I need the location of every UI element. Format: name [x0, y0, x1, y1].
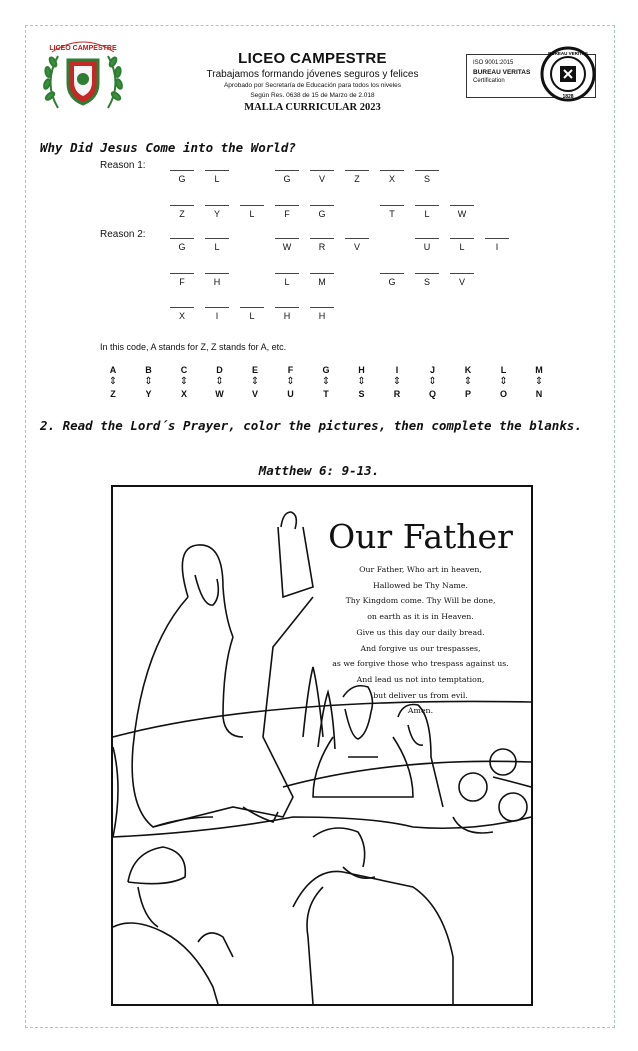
cipher-blank[interactable]	[450, 238, 474, 252]
code-key-letter: J	[429, 365, 435, 375]
cipher-blank[interactable]	[485, 238, 509, 252]
double-arrow-icon: ⇕	[108, 376, 118, 387]
code-key-letter: P	[464, 389, 471, 399]
prayer-line: Our Father, Who art in heaven,	[359, 565, 482, 574]
blank-line	[450, 273, 474, 274]
school-logo	[38, 38, 128, 114]
cipher-blank[interactable]	[240, 307, 264, 321]
blank-line	[450, 238, 474, 239]
code-key-letter: W	[215, 389, 224, 399]
iso-label: ISO 9001:2015	[473, 60, 514, 66]
cipher-letter: H	[213, 277, 221, 287]
agency-label: BUREAU VERITAS	[473, 69, 531, 76]
cipher-letter: S	[423, 174, 430, 184]
blank-line	[415, 273, 439, 274]
blank-line	[380, 273, 404, 274]
blank-line	[345, 238, 369, 239]
blank-line	[450, 205, 474, 206]
cipher-letter: G	[318, 209, 326, 219]
cipher-letter: X	[388, 174, 395, 184]
code-key-letter: U	[287, 389, 294, 399]
cipher-letter: G	[178, 242, 186, 252]
scripture-reference: Matthew 6: 9-13.	[258, 463, 380, 478]
double-arrow-icon: ⇕	[534, 376, 544, 387]
cipher-letter: G	[283, 174, 291, 184]
blank-line	[415, 205, 439, 206]
blank-line	[240, 307, 264, 308]
cipher-blank[interactable]	[205, 307, 229, 321]
code-key-letter: V	[251, 389, 258, 399]
cipher-letter: G	[388, 277, 396, 287]
cipher-blank[interactable]	[170, 238, 194, 252]
reason-1-label: Reason 1:	[100, 160, 146, 171]
cipher-letter: Z	[179, 209, 185, 219]
cipher-letter: L	[214, 242, 220, 252]
cipher-letter: L	[284, 277, 290, 287]
cipher-blank[interactable]	[240, 205, 264, 219]
prayer-line: on earth as it is in Heaven.	[367, 612, 474, 622]
double-arrow-icon: ⇕	[250, 376, 260, 387]
code-key-pair	[529, 364, 549, 400]
blank-line	[310, 307, 334, 308]
double-arrow-icon: ⇕	[392, 376, 402, 387]
blank-line	[345, 170, 369, 171]
question-1-title: Why Did Jesus Come into the World?	[40, 140, 296, 155]
code-key-letter: L	[500, 365, 507, 375]
cipher-letter: I	[495, 242, 499, 252]
blank-line	[205, 170, 229, 171]
blank-line	[170, 273, 194, 274]
blank-line	[240, 205, 264, 206]
cipher-letter: F	[179, 277, 185, 287]
cipher-blank[interactable]	[275, 170, 299, 184]
cipher-letter: L	[459, 242, 465, 252]
code-key-letter: F	[287, 365, 294, 375]
blank-line	[170, 170, 194, 171]
code-key-letter: Y	[145, 389, 152, 399]
cipher-blank[interactable]	[380, 205, 404, 219]
cipher-blank[interactable]	[310, 273, 334, 287]
blank-line	[380, 205, 404, 206]
cipher-blank[interactable]	[380, 273, 404, 287]
cipher-blank[interactable]	[415, 273, 439, 287]
cipher-blank[interactable]	[275, 205, 299, 219]
cipher-letter: M	[318, 277, 326, 287]
blank-line	[310, 170, 334, 171]
prayer-line: Thy Kingdom come. Thy Will be done,	[345, 596, 496, 606]
code-key-pair	[352, 364, 372, 400]
code-key-letter: Q	[428, 389, 436, 399]
code-key-pair	[281, 364, 301, 400]
cipher-letter: Y	[213, 209, 220, 219]
double-arrow-icon: ⇕	[179, 376, 189, 387]
seal-text: BUREAU VERITAS	[548, 51, 588, 56]
code-key-letter: N	[535, 389, 543, 399]
blank-line	[205, 238, 229, 239]
double-arrow-icon: ⇕	[428, 376, 437, 387]
blank-line	[275, 170, 299, 171]
cipher-blank[interactable]	[415, 205, 439, 219]
blank-line	[170, 205, 194, 206]
double-arrow-icon: ⇕	[215, 376, 224, 387]
cipher-letter: L	[424, 209, 430, 219]
cipher-blank[interactable]	[275, 307, 299, 321]
logo-text: LICEO CAMPESTRE	[49, 45, 117, 52]
prayer-line: Amen.	[407, 706, 434, 716]
cipher-letter: S	[423, 277, 430, 287]
cipher-blank[interactable]	[310, 238, 334, 252]
cipher-letter: L	[214, 174, 220, 184]
curriculum-title: MALLA CURRICULAR 2023	[244, 102, 381, 113]
cipher-blank[interactable]	[380, 170, 404, 184]
code-key-letter: X	[180, 389, 187, 399]
double-arrow-icon: ⇕	[321, 376, 331, 387]
code-key-letter: E	[251, 365, 258, 375]
cipher-blank[interactable]	[205, 205, 229, 219]
cipher-letter: G	[178, 174, 186, 184]
cipher-blank[interactable]	[345, 170, 369, 184]
blank-line	[415, 238, 439, 239]
cipher-letter: T	[389, 209, 395, 219]
cipher-blank[interactable]	[415, 238, 439, 252]
cipher-letter: R	[318, 242, 326, 252]
blank-line	[170, 307, 194, 308]
cipher-letter: X	[178, 311, 185, 321]
blank-line	[275, 307, 299, 308]
blank-line	[205, 273, 229, 274]
certification-label: Certification	[473, 78, 505, 84]
reason-2-label: Reason 2:	[100, 229, 146, 240]
blank-line	[275, 238, 299, 239]
coloring-picture	[111, 485, 533, 1006]
prayer-line: And forgive us our trespasses,	[360, 643, 481, 653]
code-key-pair	[245, 364, 265, 400]
prayer-line: Give us this day our daily bread.	[356, 627, 485, 637]
cipher-letter: W	[282, 242, 292, 252]
code-key-pair	[210, 364, 230, 400]
question-2-title: 2. Read the Lord´s Prayer, color the pictures, then complete the blanks.	[40, 418, 582, 433]
code-key-pair	[139, 364, 159, 400]
prayer-line: as we forgive those who trespass against us.	[332, 659, 509, 669]
code-note: In this code, A stands for Z, Z stands for A, etc.	[100, 342, 287, 352]
cipher-blank[interactable]	[205, 273, 229, 287]
approval-line-2: Según Res. 0638 de 15 de Marzo de 2.018	[250, 92, 375, 99]
cipher-blank[interactable]	[170, 307, 194, 321]
code-key-pair	[423, 364, 443, 400]
cipher-letter: I	[215, 311, 219, 321]
code-key-letter: B	[145, 365, 152, 375]
code-key-pair	[494, 364, 514, 400]
blank-line	[275, 205, 299, 206]
seal-year: 1828	[562, 94, 574, 100]
cipher-blank[interactable]	[450, 205, 474, 219]
cipher-blank[interactable]	[275, 238, 299, 252]
code-key-letter: G	[322, 365, 330, 375]
school-motto: Trabajamos formando jóvenes seguros y felices	[206, 69, 419, 80]
school-header	[200, 50, 425, 113]
double-arrow-icon: ⇕	[499, 376, 508, 387]
code-key-pair	[458, 364, 478, 400]
cipher-letter: L	[249, 311, 255, 321]
blank-line	[205, 205, 229, 206]
blank-line	[415, 170, 439, 171]
cipher-blank[interactable]	[415, 170, 439, 184]
prayer-title: Our Father	[328, 517, 513, 556]
blank-line	[170, 238, 194, 239]
code-key-letter: Z	[110, 389, 116, 399]
code-key-letter: R	[393, 389, 401, 399]
blank-line	[310, 273, 334, 274]
code-key-letter: O	[499, 389, 507, 399]
cipher-blank[interactable]	[310, 307, 334, 321]
cipher-blank[interactable]	[450, 273, 474, 287]
code-key-letter: D	[216, 365, 223, 375]
cipher-blank[interactable]	[170, 205, 194, 219]
cipher-blank[interactable]	[170, 273, 194, 287]
double-arrow-icon: ⇕	[463, 376, 473, 387]
code-key-letter: H	[358, 365, 365, 375]
cipher-letter: F	[284, 209, 290, 219]
cipher-blank[interactable]	[205, 170, 229, 184]
code-key-pair	[174, 364, 194, 400]
cipher-blank[interactable]	[310, 205, 334, 219]
prayer-line: And lead us not into temptation,	[356, 674, 485, 684]
double-arrow-icon: ⇕	[357, 376, 366, 387]
cipher-letter: V	[318, 174, 325, 184]
blank-line	[485, 238, 509, 239]
blank-line	[205, 307, 229, 308]
prayer-text	[318, 562, 523, 719]
cipher-blank[interactable]	[310, 170, 334, 184]
cipher-letter: V	[458, 277, 465, 287]
prayer-line: but deliver us from evil.	[373, 690, 468, 700]
blank-line	[275, 273, 299, 274]
code-key-letter: K	[464, 365, 472, 375]
blank-line	[310, 238, 334, 239]
code-key-pair	[316, 364, 336, 400]
blank-line	[310, 205, 334, 206]
code-key-pair	[103, 364, 123, 400]
code-key-pair	[387, 364, 407, 400]
code-key-letter: S	[358, 389, 365, 399]
code-key-letter: I	[395, 365, 399, 375]
blank-line	[380, 170, 404, 171]
bureau-veritas-seal-icon	[540, 46, 596, 102]
cipher-letter: L	[249, 209, 255, 219]
cipher-blank[interactable]	[205, 238, 229, 252]
school-name: LICEO CAMPESTRE	[238, 50, 387, 67]
prayer-line: Hallowed be Thy Name.	[372, 580, 469, 590]
code-key-letter: T	[323, 389, 329, 399]
cipher-blank[interactable]	[345, 238, 369, 252]
code-key-letter: C	[180, 365, 188, 375]
cipher-letter: H	[318, 311, 326, 321]
code-key-letter: A	[109, 365, 117, 375]
cipher-letter: V	[353, 242, 360, 252]
double-arrow-icon: ⇕	[286, 376, 295, 387]
cipher-letter: W	[457, 209, 467, 219]
cipher-letter: Z	[354, 174, 360, 184]
cipher-blank[interactable]	[170, 170, 194, 184]
code-key-letter: M	[535, 365, 543, 375]
cipher-letter: U	[423, 242, 431, 252]
double-arrow-icon: ⇕	[144, 376, 153, 387]
approval-line-1: Aprobado por Secretaría de Educación para todos los niveles	[223, 82, 402, 89]
cipher-letter: H	[283, 311, 291, 321]
cipher-blank[interactable]	[275, 273, 299, 287]
